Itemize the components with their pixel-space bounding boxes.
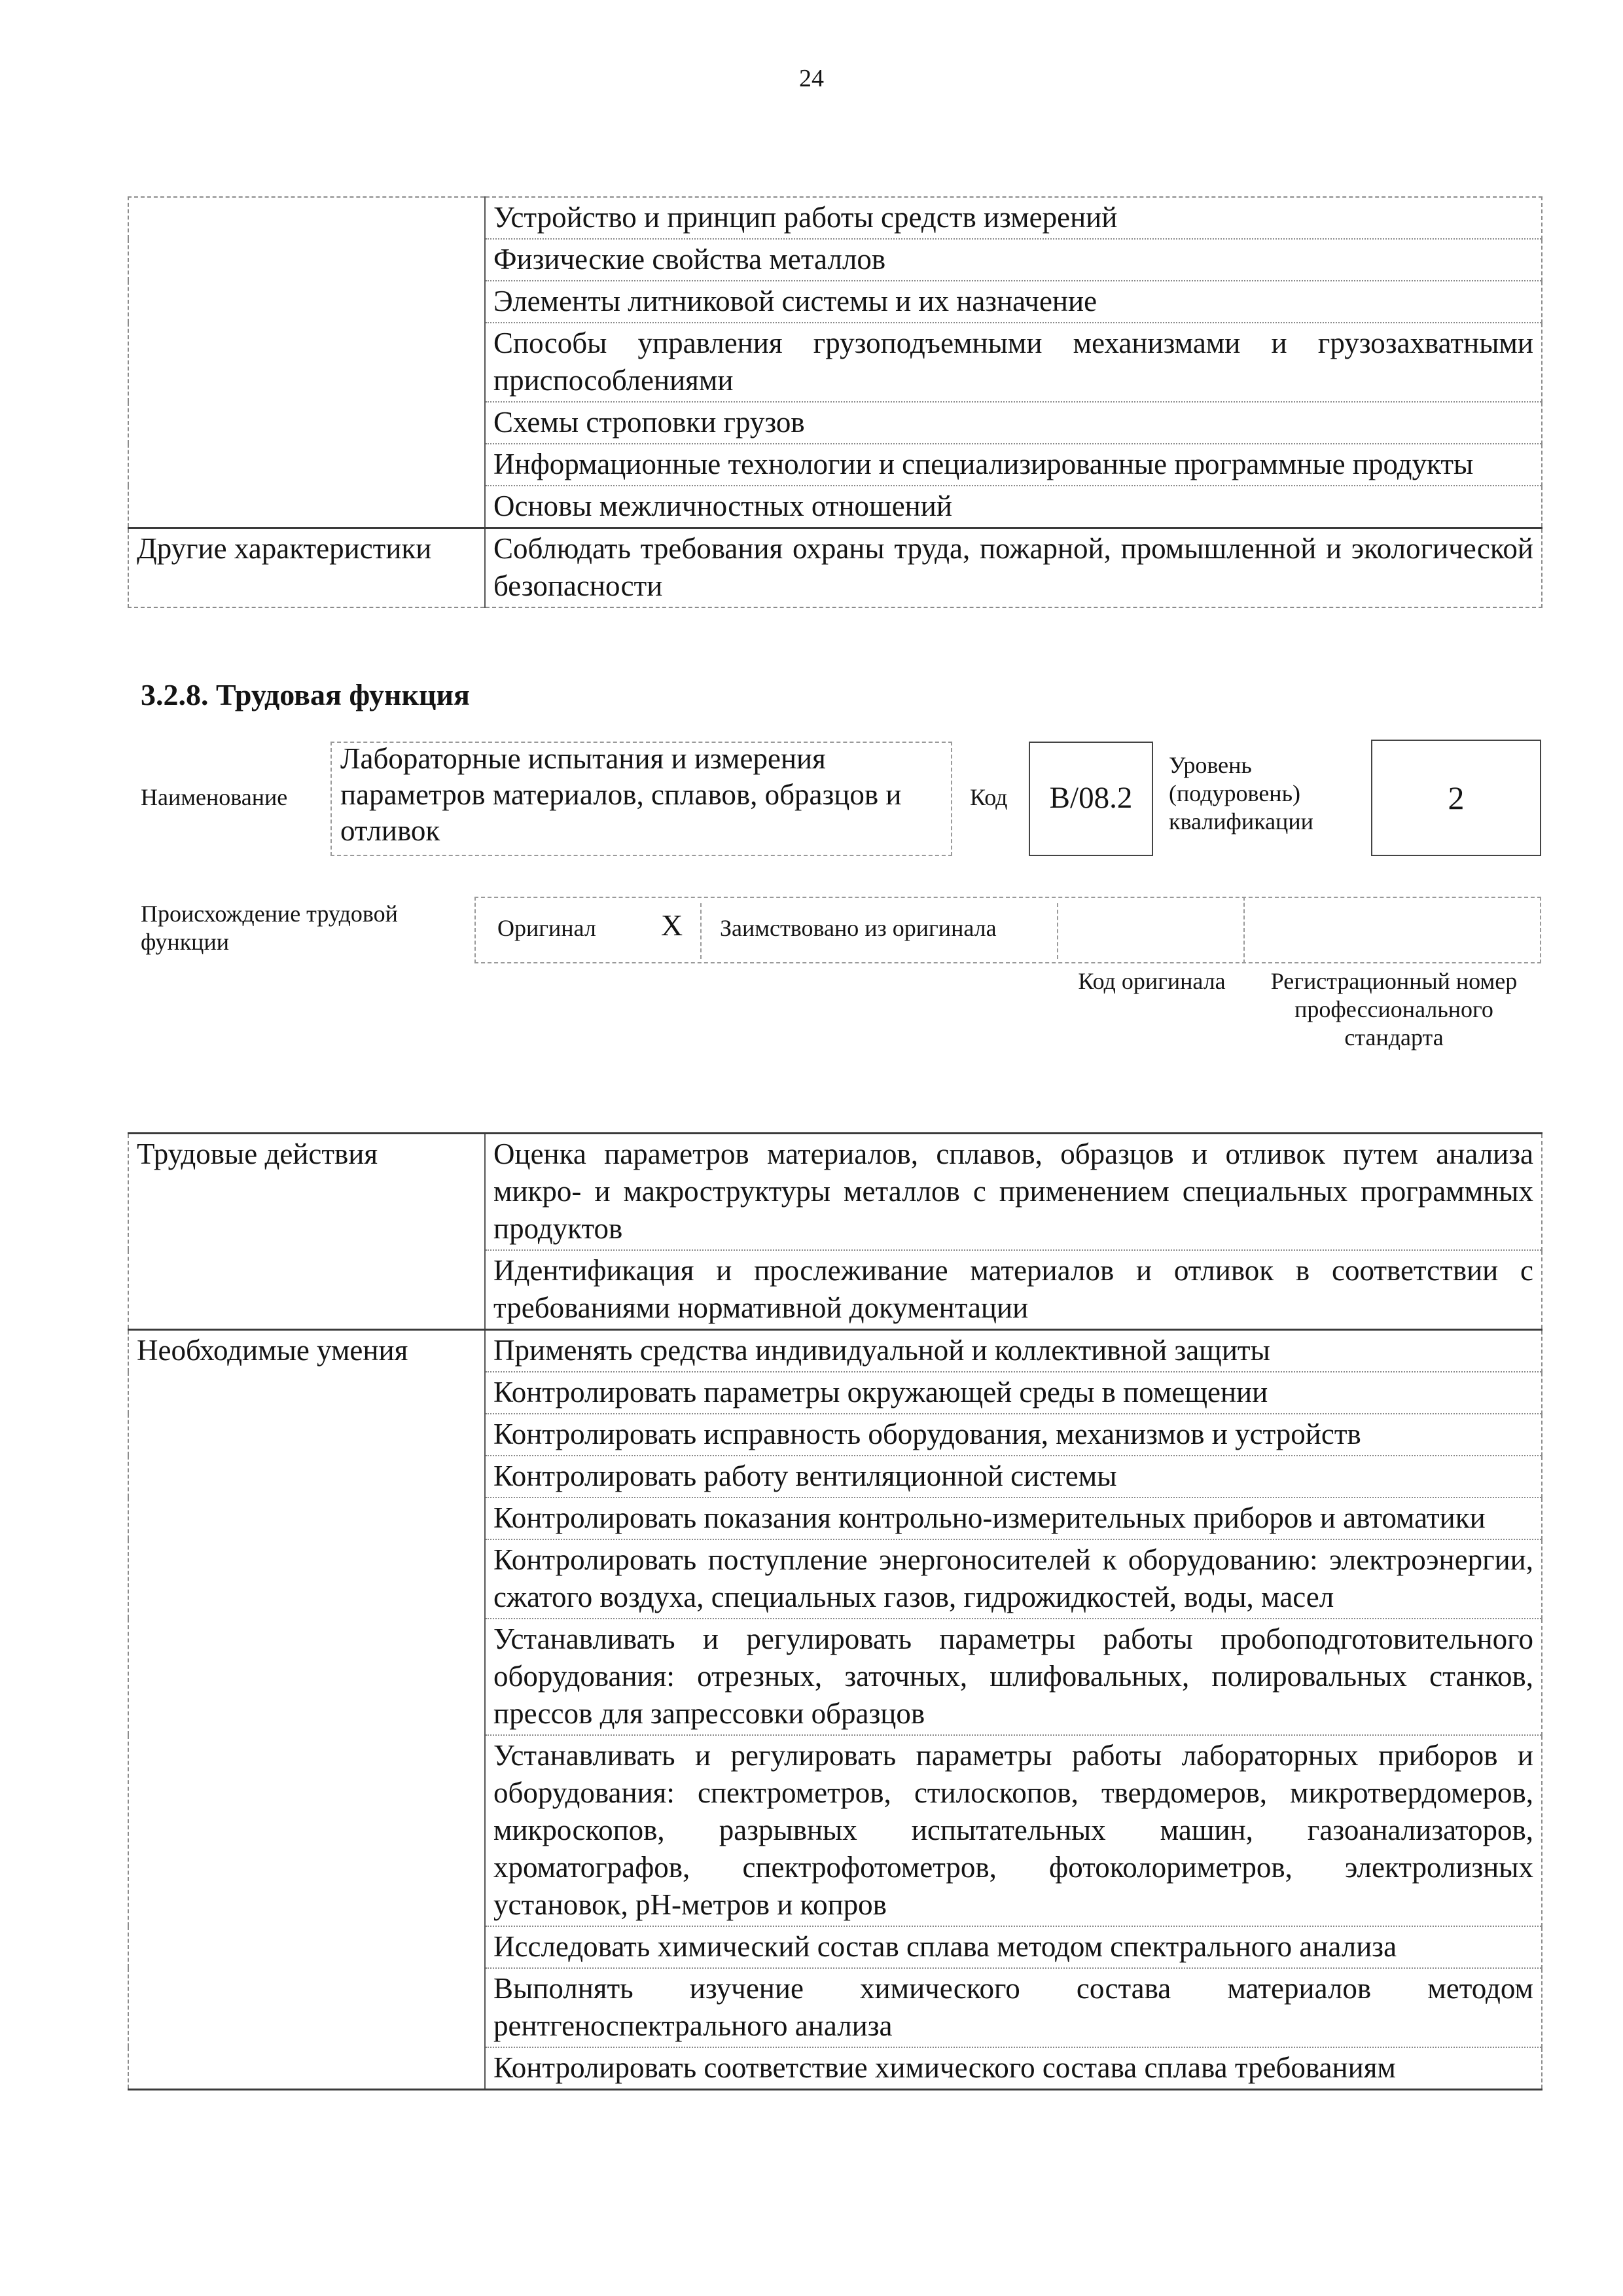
knowledge-item: Физические свойства металлов [485,239,1542,281]
code-label: Код [970,784,1008,810]
skill-item: Устанавливать и регулировать параметры работы пробоподготовительного оборудования: отрезных, заточных, шлифовальных, полировальных станков, прессов для запрессовки образцов [485,1619,1542,1735]
name-value: Лабораторные испытания и измерения параметров материалов, сплавов, образцов и отливок [340,742,902,847]
labor-action: Идентификация и прослеживание материалов и отливок в соответствии с требованиями нормативной документации [485,1250,1542,1330]
knowledge-item: Информационные технологии и специализированные программные продукты [485,444,1542,486]
knowledge-item: Способы управления грузоподъемными механизмами и грузозахватными приспособлениями [485,323,1542,402]
skill-item: Контролировать работу вентиляционной системы [485,1456,1542,1498]
skill-item: Контролировать исправность оборудования, механизмов и устройств [485,1414,1542,1456]
other-characteristics-label: Другие характеристики [128,528,485,608]
level-label: Уровень (подуровень) квалификации [1169,752,1313,834]
section-heading: 3.2.8. Трудовая функция [141,678,470,711]
skill-item: Исследовать химический состав сплава методом спектрального анализа [485,1926,1542,1968]
skill-item: Устанавливать и регулировать параметры работы лабораторных приборов и оборудования: спектрометров, стилоскопов, твердомеров, микротвердомеров, микроскопов, разрывных испытательных машин, газоанализаторов, хроматографов, спектрофотометров, фотоколориметров, электролизных установок, pH-метров и копров [485,1735,1542,1926]
knowledge-table [128,196,1543,608]
original-code-caption: Код оригинала [1078,968,1226,994]
labor-action: Оценка параметров материалов, сплавов, образцов и отливок путем анализа микро- и макроструктуры металлов с применением специальных программных продуктов [485,1134,1542,1251]
registration-number-caption: Регистрационный номер профессионального стандарта [1270,968,1518,1050]
knowledge-label-cell [128,197,485,528]
origin-divider [1243,897,1245,963]
knowledge-item: Устройство и принцип работы средств измерений [485,197,1542,239]
knowledge-item: Схемы строповки грузов [485,402,1542,444]
required-skills-label: Необходимые умения [128,1330,485,2090]
knowledge-item: Основы межличностных отношений [485,486,1542,528]
level-value: 2 [1448,780,1465,816]
page-number: 24 [799,65,824,92]
skill-item: Контролировать соответствие химического состава сплава требованиям [485,2047,1542,2090]
code-value: B/08.2 [1049,781,1133,815]
origin-label: Происхождение трудовой функции [141,901,398,955]
name-label: Наименование [141,784,288,810]
labor-actions-label: Трудовые действия [128,1134,485,1330]
origin-divider [700,903,702,959]
skill-item: Выполнять изучение химического состава материалов методом рентгеноспектрального анализа [485,1968,1542,2047]
original-mark: X [661,908,683,942]
skill-item: Применять средства индивидуальной и коллективной защиты [485,1330,1542,1372]
other-characteristics-value: Соблюдать требования охраны труда, пожарной, промышленной и экологической безопасности [485,528,1542,608]
origin-box [474,897,1541,963]
borrowed-label: Заимствовано из оригинала [720,915,997,941]
original-label: Оригинал [497,915,596,941]
skill-item: Контролировать поступление энергоносителей к оборудованию: электроэнергии, сжатого воздуха, специальных газов, гидрожидкостей, воды, масел [485,1539,1542,1619]
knowledge-item: Элементы литниковой системы и их назначение [485,281,1542,323]
skill-item: Контролировать параметры окружающей среды в помещении [485,1372,1542,1414]
origin-divider [1057,903,1058,959]
skill-item: Контролировать показания контрольно-измерительных приборов и автоматики [485,1498,1542,1539]
actions-skills-table [128,1132,1543,2090]
